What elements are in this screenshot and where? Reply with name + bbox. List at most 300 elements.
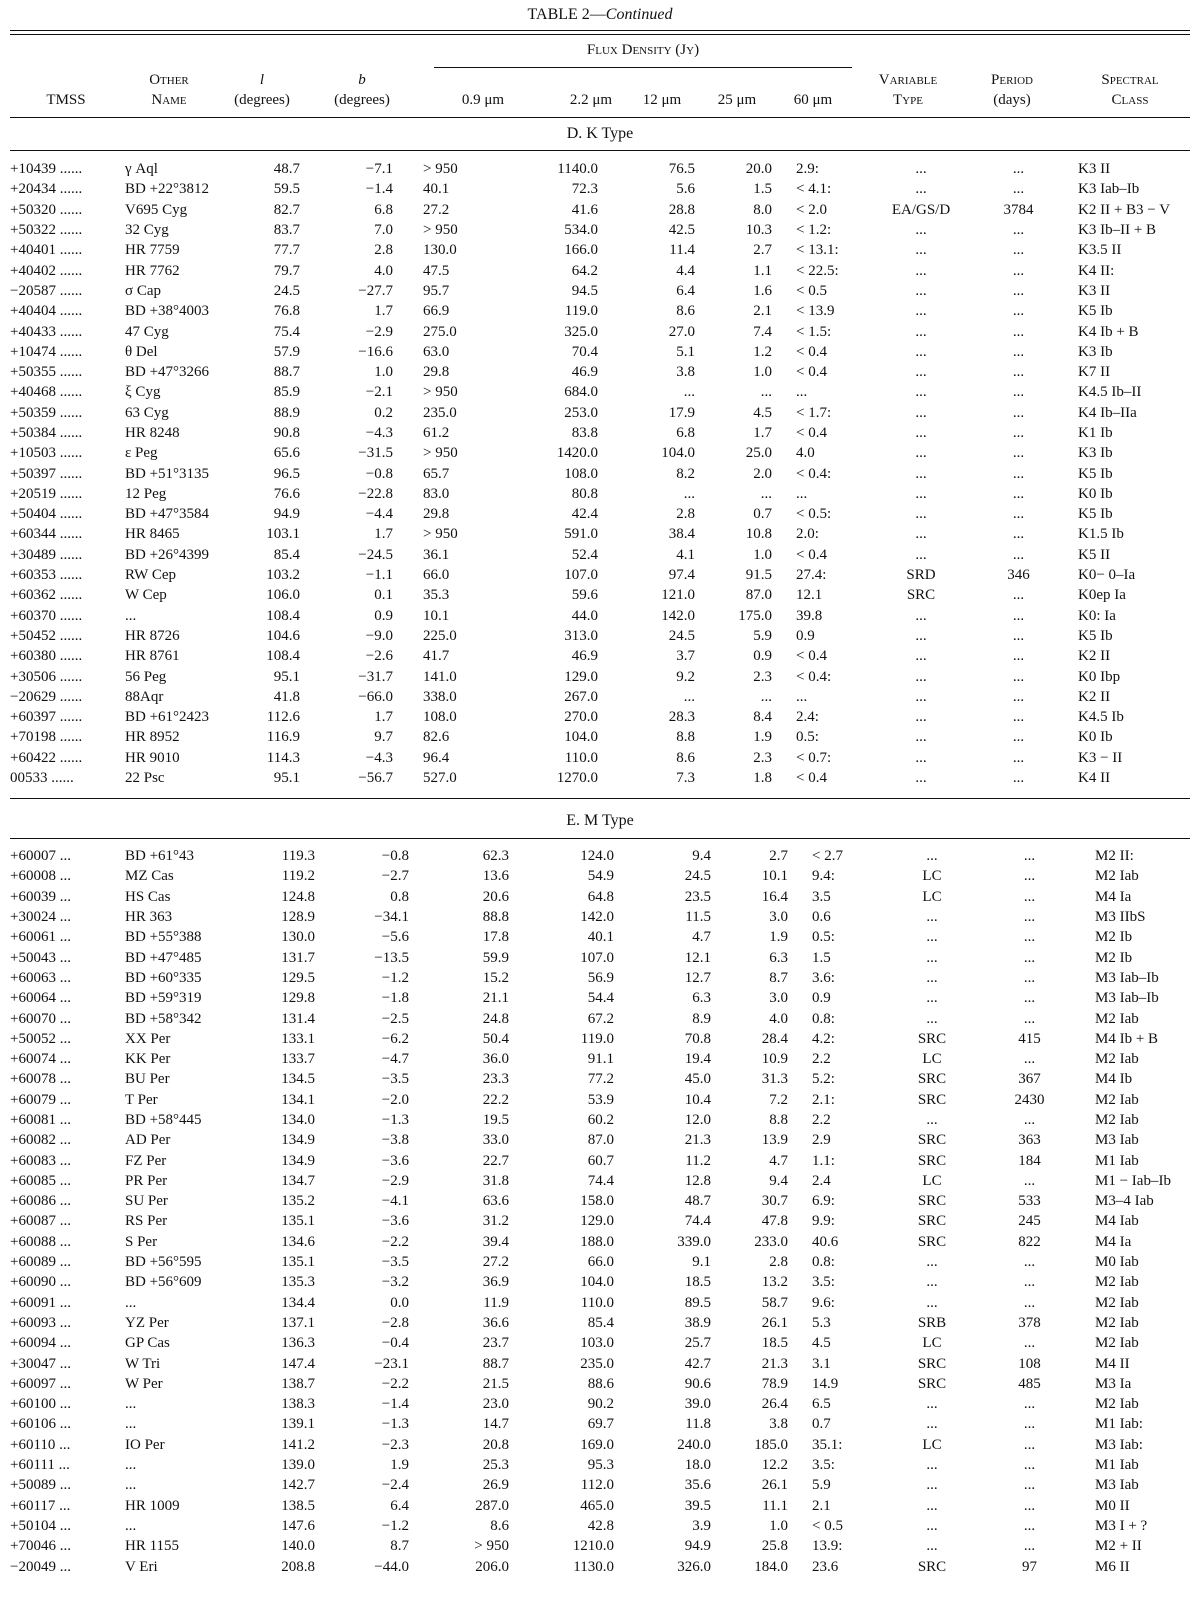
other-name-cell: ... [125,1457,137,1474]
period-cell: ... [1012,384,1025,401]
flux-60-cell: 2.1 [812,1497,831,1514]
flux-2-2-cell: 85.4 [587,1314,614,1331]
flux-0-9-cell: 225.0 [423,627,457,644]
table-row [10,179,1200,199]
b-cell: 1.7 [374,709,393,726]
spectral-class-cell: K5 Ib [1078,506,1113,523]
flux-2-2-cell: 591.0 [564,526,598,543]
tmss-cell: −20629 ...... [10,688,83,705]
flux-60-cell: 39.8 [796,607,823,624]
b-cell: −4.3 [365,425,393,441]
flux-2-2-cell: 129.0 [564,668,598,685]
spectral-class-cell: M3 Iab–Ib [1095,990,1159,1007]
period-cell: ... [1023,1112,1036,1128]
spectral-class-cell: M2 Iab [1095,1091,1139,1108]
l-cell: 142.7 [281,1477,315,1494]
tmss-cell: +60397 ...... [10,709,83,726]
flux-12-cell: 5.1 [676,343,695,360]
table-row [10,1150,1200,1170]
other-name-cell: 63 Cyg [125,404,169,421]
variable-type-cell: ... [926,1497,938,1514]
l-cell: 129.5 [281,969,315,986]
b-cell: 0.2 [374,404,393,421]
flux-60-cell: 2.9 [812,1132,831,1149]
period-cell: ... [1023,1538,1036,1555]
flux-2-2-cell: 46.9 [571,364,598,381]
b-cell: −56.7 [358,770,393,787]
period-cell: ... [1012,506,1025,523]
flux-0-9-cell: 108.0 [423,709,457,726]
l-cell: 95.1 [273,770,300,787]
b-cell: 6.4 [390,1497,409,1514]
tmss-cell: +60106 ... [10,1416,71,1433]
table-row [10,1090,1200,1110]
l-cell: 134.5 [281,1071,315,1088]
l-cell: 135.2 [281,1193,315,1210]
other-name-cell: W Tri [125,1355,161,1372]
period-cell: ... [1023,949,1036,966]
spectral-class-cell: K1 Ib [1078,425,1113,441]
spectral-class-cell: K5 Ib [1078,627,1113,644]
spectral-class-cell: M1 − Iab–Ib [1095,1172,1171,1189]
variable-type-cell: ... [926,1254,938,1271]
flux-60-cell: 4.5 [812,1335,831,1352]
tmss-cell: +10474 ...... [10,343,83,360]
b-cell: −5.6 [381,929,409,946]
flux-25-cell: 8.0 [753,201,772,218]
variable-type-cell: ... [926,1477,938,1494]
flux-2-2-cell: 158.0 [580,1193,614,1210]
flux-60-cell: < 0.4: [796,465,832,482]
flux-25-cell: 1.7 [753,425,772,441]
flux-0-9-cell: 22.2 [482,1091,509,1108]
variable-type-cell: ... [915,729,927,746]
table-row [10,988,1200,1008]
table-row [10,301,1200,321]
spectral-class-cell: M2 Iab [1095,1112,1139,1128]
flux-12-cell: 6.8 [676,425,695,441]
flux-60-cell: 35.1: [812,1436,843,1453]
period-cell: 485 [1018,1375,1041,1392]
flux-25-cell: 28.4 [761,1030,788,1047]
col-header-l: l [259,72,265,88]
flux-60-cell: 9.4: [812,868,835,885]
other-name-cell: AD Per [125,1132,171,1149]
flux-2-2-cell: 69.7 [587,1416,614,1433]
flux-60-cell: 6.9: [812,1193,835,1210]
flux-60-cell: 9.6: [812,1294,835,1311]
tmss-cell: +60074 ... [10,1051,71,1068]
tmss-cell: +30489 ...... [10,546,83,563]
other-name-cell: θ Del [125,343,158,360]
tmss-cell: +60088 ... [10,1233,71,1250]
flux-2-2-cell: 104.0 [580,1274,614,1291]
period-cell: ... [1012,282,1025,299]
flux-2-2-cell: 107.0 [564,567,598,584]
col-header-spectral-class-1: Spectral [1101,72,1159,88]
flux-0-9-cell: 20.8 [482,1436,509,1453]
b-cell: −2.4 [381,1477,409,1494]
b-cell: −34.1 [374,909,409,926]
flux-0-9-cell: 29.8 [423,506,450,523]
spectral-class-cell: M0 Iab [1095,1254,1139,1271]
flux-12-cell: 27.0 [668,323,695,340]
l-cell: 133.1 [281,1030,315,1047]
tmss-cell: +60086 ... [10,1193,71,1210]
b-cell: −31.5 [358,445,393,462]
l-cell: 85.9 [273,384,300,401]
tmss-cell: +60082 ... [10,1132,71,1149]
flux-25-cell: ... [760,688,772,705]
variable-type-cell: ... [915,343,927,360]
flux-2-2-cell: 169.0 [580,1436,614,1453]
tmss-cell: +60061 ... [10,929,71,946]
variable-type-cell: ... [915,303,927,320]
b-cell: −0.4 [381,1335,409,1352]
tmss-cell: +60008 ... [10,868,71,885]
variable-type-cell: LC [922,1335,942,1352]
other-name-cell: XX Per [125,1030,171,1047]
flux-2-2-cell: 66.0 [587,1254,614,1271]
flux-25-cell: 18.5 [761,1335,788,1352]
table-row [10,403,1200,423]
flux-60-cell: 4.0 [796,445,815,462]
b-cell: −13.5 [374,949,409,966]
tmss-cell: +10439 ...... [10,161,83,178]
l-cell: 48.7 [273,161,300,178]
flux-2-2-cell: 88.6 [587,1375,614,1392]
variable-type-cell: ... [926,969,938,986]
flux-60-cell: < 0.4 [796,770,827,787]
flux-60-cell: < 0.4 [796,648,827,665]
period-cell: ... [1023,990,1036,1007]
m-type-table [10,846,1200,1577]
flux-60-cell: 14.9 [812,1375,839,1392]
table-row [10,1394,1200,1414]
b-cell: −1.3 [381,1112,409,1128]
other-name-cell: T Per [125,1091,158,1108]
tmss-cell: +60117 ... [10,1497,71,1514]
flux-12-cell: 12.7 [684,969,711,986]
table-row [10,646,1200,666]
flux-0-9-cell: 33.0 [482,1132,509,1149]
other-name-cell: GP Cas [125,1335,170,1352]
table-row [10,1191,1200,1211]
other-name-cell: HR 7762 [125,262,180,279]
table-title-continued: Continued [605,6,673,23]
l-cell: 135.3 [281,1274,315,1291]
period-cell: 367 [1018,1071,1041,1088]
flux-60-cell: < 13.9 [796,303,835,320]
variable-type-cell: ... [915,749,927,766]
period-cell: ... [1012,343,1025,360]
spectral-class-cell: K3 Iab–Ib [1078,181,1140,198]
table-row [10,463,1200,483]
flux-60-cell: < 0.7: [796,749,832,766]
table-row [10,524,1200,544]
flux-0-9-cell: 26.9 [482,1477,509,1494]
spectral-class-cell: M2 Iab [1095,1314,1139,1331]
b-cell: −4.3 [365,749,393,766]
tmss-cell: −20587 ...... [10,282,83,299]
tmss-cell: +40433 ...... [10,323,83,340]
period-cell: ... [1012,729,1025,746]
flux-0-9-cell: 11.9 [483,1294,509,1311]
spectral-class-cell: K4.5 Ib–II [1078,384,1142,401]
col-header-period-2: (days) [993,92,1031,108]
period-cell: ... [1023,888,1036,905]
flux-25-cell: 30.7 [761,1193,788,1210]
flux-0-9-cell: 36.6 [482,1314,509,1331]
table-row [10,626,1200,646]
l-cell: 116.9 [266,729,300,746]
flux-0-9-cell: 21.5 [482,1375,509,1392]
col-header-spectral-class-2: Class [1111,92,1149,108]
flux-25-cell: 0.7 [753,506,772,523]
period-cell: ... [1012,242,1025,259]
flux-2-2-cell: 46.9 [571,648,598,665]
b-cell: −23.1 [374,1355,409,1372]
flux-25-cell: ... [760,384,772,401]
flux-0-9-cell: 65.7 [423,465,450,482]
flux-0-9-cell: 59.9 [482,949,509,966]
flux-12-cell: 5.6 [676,181,695,198]
b-cell: −16.6 [358,343,393,360]
variable-type-cell: ... [915,384,927,401]
flux-60-cell: < 0.4 [796,546,827,563]
flux-0-9-cell: 275.0 [423,323,457,340]
flux-12-cell: 4.4 [676,262,695,279]
b-cell: −22.8 [358,485,393,502]
variable-type-cell: SRC [917,1558,947,1575]
flux-25-cell: 10.1 [761,868,788,885]
spectral-class-cell: K3 Ib [1078,343,1113,360]
l-cell: 131.4 [281,1010,315,1027]
flux-60-cell: 3.1 [812,1355,831,1372]
variable-type-cell: ... [915,546,927,563]
tmss-cell: +60064 ... [10,990,71,1007]
other-name-cell: HR 8952 [125,729,180,746]
other-name-cell: IO Per [125,1436,165,1453]
flux-2-2-cell: 253.0 [564,404,598,421]
flux-60-cell: < 0.4 [796,364,827,381]
other-name-cell: BD +47°3266 [125,364,210,381]
period-cell: ... [1012,546,1025,563]
flux-25-cell: 91.5 [745,567,772,584]
flux-12-cell: 21.3 [684,1132,711,1149]
flux-0-9-cell: 82.6 [423,729,450,746]
section-m-rule [10,838,1190,839]
flux-density-header: Flux Density (Jy) [586,42,700,58]
col-header-b: b [358,72,366,88]
l-cell: 138.3 [281,1396,315,1413]
tmss-cell: +30024 ... [10,909,71,926]
flux-25-cell: 4.7 [769,1152,788,1169]
other-name-cell: ε Peg [125,445,158,462]
col-header-other-name-2: Name [151,92,187,108]
variable-type-cell: ... [915,485,927,502]
flux-25-cell: 2.3 [753,668,772,685]
b-cell: −2.8 [381,1314,409,1331]
variable-type-cell: ... [926,1396,938,1413]
flux-0-9-cell: 29.8 [423,364,450,381]
other-name-cell: KK Per [125,1051,171,1068]
flux-60-cell: < 1.5: [796,323,832,340]
l-cell: 139.1 [281,1416,315,1433]
b-cell: 0.1 [374,587,393,604]
flux-25-cell: 25.8 [761,1538,788,1555]
b-cell: −31.7 [358,668,393,685]
b-cell: 2.8 [374,242,393,259]
flux-0-9-cell: 36.9 [482,1274,509,1291]
l-cell: 41.8 [273,688,300,705]
period-cell: ... [1012,425,1025,441]
flux-0-9-cell: 66.0 [423,567,450,584]
tmss-cell: +60091 ... [10,1294,71,1311]
flux-60-cell: 1.1: [812,1152,835,1169]
b-cell: 1.9 [390,1457,409,1474]
flux-60-cell: < 0.4: [796,668,832,685]
flux-12-cell: 89.5 [684,1294,711,1311]
flux-25-cell: 2.7 [769,848,788,865]
flux-2-2-cell: 64.2 [571,262,598,279]
variable-type-cell: ... [915,323,927,340]
flux-0-9-cell: 14.7 [482,1416,509,1433]
flux-2-2-cell: 1270.0 [556,770,598,787]
other-name-cell: BD +58°445 [125,1112,202,1128]
l-cell: 134.4 [281,1294,315,1311]
flux-25-cell: 26.1 [761,1477,788,1494]
flux-12-cell: ... [683,384,695,401]
l-cell: 147.6 [281,1517,315,1534]
flux-25-cell: 8.7 [769,969,788,986]
variable-type-cell: ... [915,364,927,381]
flux-25-cell: 2.3 [753,749,772,766]
flux-12-cell: 11.2 [685,1152,711,1169]
table-row [10,382,1200,402]
flux-12-cell: 3.7 [676,648,695,665]
l-cell: 124.8 [281,888,315,905]
flux-60-cell: 40.6 [812,1233,839,1250]
table-row [10,1171,1200,1191]
flux-12-cell: 2.8 [676,506,695,523]
flux-60-cell: 5.2: [812,1071,835,1088]
table-row [10,321,1200,341]
other-name-cell: HR 9010 [125,749,180,766]
spectral-class-cell: M2 Iab [1095,1335,1139,1352]
l-cell: 90.8 [273,425,300,441]
other-name-cell: HR 8248 [125,425,180,441]
tmss-cell: +50320 ...... [10,201,83,218]
flux-0-9-cell: 62.3 [482,848,509,865]
flux-25-cell: 7.2 [769,1091,788,1108]
l-cell: 112.6 [266,709,300,726]
period-cell: ... [1012,262,1025,279]
tmss-cell: +30506 ...... [10,668,83,685]
b-cell: −3.6 [381,1152,409,1169]
other-name-cell: BD +58°342 [125,1010,202,1027]
b-cell: −4.7 [381,1051,409,1068]
flux-60-cell: 0.6 [812,909,831,926]
l-cell: 119.3 [281,848,315,865]
variable-type-cell: ... [926,1274,938,1291]
flux-2-2-cell: 104.0 [564,729,598,746]
table-row [10,1455,1200,1475]
flux-25-cell: 21.3 [761,1355,788,1372]
flux-0-9-cell: > 950 [474,1538,509,1555]
flux-0-9-cell: 63.0 [423,343,450,360]
tmss-cell: +60362 ...... [10,587,83,604]
variable-type-cell: ... [915,222,927,239]
variable-type-cell: ... [926,1416,938,1433]
table-title [0,6,1200,24]
flux-0-9-cell: 96.4 [423,749,450,766]
flux-0-9-cell: 25.3 [482,1457,509,1474]
tmss-cell: +60100 ... [10,1396,71,1413]
flux-2-2-cell: 188.0 [580,1233,614,1250]
flux-12-cell: 48.7 [684,1193,711,1210]
b-cell: −6.2 [381,1030,409,1047]
flux-2-2-cell: 119.0 [580,1030,614,1047]
variable-type-cell: ... [926,1457,938,1474]
tmss-cell: +50052 ... [10,1030,71,1047]
variable-type-cell: LC [922,868,942,885]
b-cell: 9.7 [374,729,393,746]
flux-25-cell: 0.9 [753,648,772,665]
table-row [10,200,1200,220]
flux-0-9-cell: 141.0 [423,668,457,685]
flux-60-cell: < 0.4 [796,425,827,441]
section-title-m-type: E. M Type [566,812,634,829]
table-row [10,1110,1200,1130]
spectral-class-cell: M3 Iab [1095,1477,1139,1494]
variable-type-cell: ... [915,688,927,705]
spectral-class-cell: K3 II [1078,161,1111,178]
l-cell: 85.4 [273,546,300,563]
flux-0-9-cell: 17.8 [482,929,509,946]
flux-60-cell: ... [796,485,808,502]
flux-25-cell: 1.6 [753,282,772,299]
spectral-class-cell: K3 II [1078,282,1111,299]
variable-type-cell: ... [926,909,938,926]
variable-type-cell: SRC [917,1030,947,1047]
flux-0-9-cell: 31.8 [482,1172,509,1189]
tmss-cell: +40402 ...... [10,262,83,279]
other-name-cell: BD +60°335 [125,969,202,986]
variable-type-cell: SRC [917,1071,947,1088]
table-row [10,606,1200,626]
flux-0-9-cell: 47.5 [423,262,450,279]
variable-type-cell: ... [915,181,927,198]
tmss-cell: +20434 ...... [10,181,83,198]
l-cell: 96.5 [273,465,300,482]
l-cell: 135.1 [281,1254,315,1271]
b-cell: 0.9 [374,607,393,624]
spectral-class-cell: K0ep Ia [1078,587,1126,604]
flux-60-cell: 2.4: [796,709,819,726]
flux-60-cell: 2.4 [812,1172,831,1189]
b-cell: −0.8 [381,848,409,865]
tmss-cell: +40404 ...... [10,303,83,320]
tmss-cell: −20049 ... [10,1558,71,1575]
tmss-cell: +60344 ...... [10,526,83,543]
flux-12-cell: 8.8 [676,729,695,746]
other-name-cell: 12 Peg [125,485,167,502]
period-cell: ... [1023,848,1036,865]
flux-60-cell: < 13.1: [796,242,839,259]
flux-60-cell: 6.5 [812,1396,831,1413]
flux-0-9-cell: 66.9 [423,303,450,320]
